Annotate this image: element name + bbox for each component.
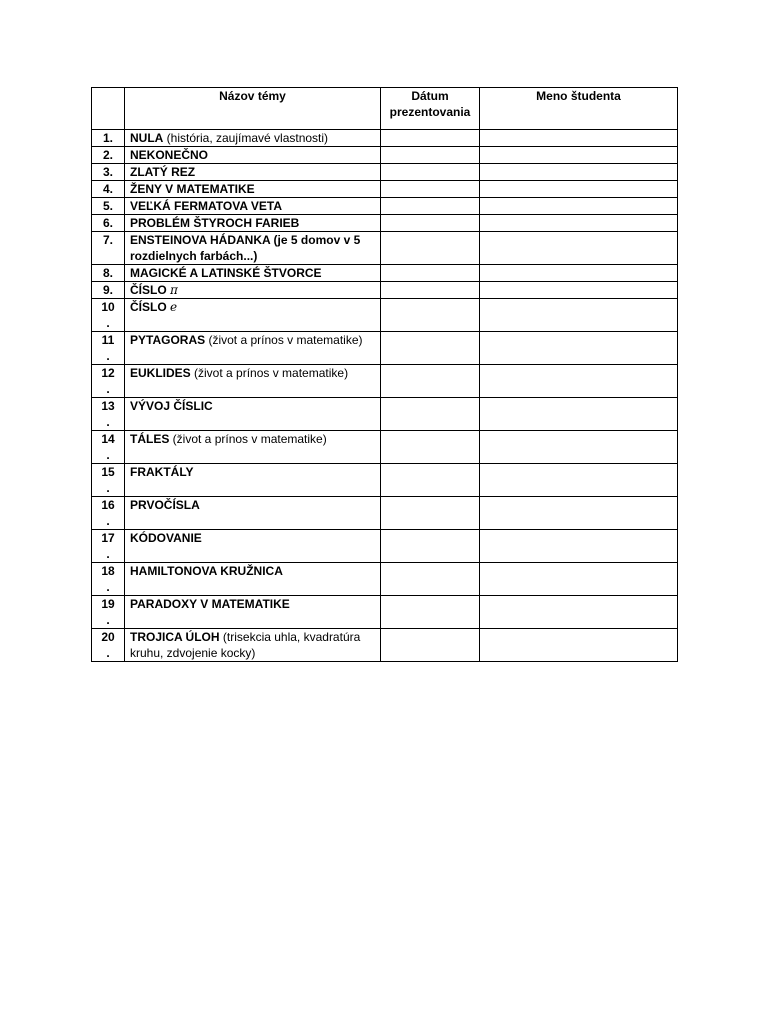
topic-cell [125,232,381,265]
row-number: 8. [92,265,125,282]
header-student: Meno študenta [480,88,678,130]
date-cell [381,181,480,198]
topic-detail: (trisekcia uhla, kvadratúra kruhu, zdvojenie kocky) [130,630,361,660]
header-topic: Názov témy [125,88,381,130]
topic-title: MAGICKÉ A LATINSKÉ ŠTVORCE [130,266,322,280]
topic-cell [125,365,381,398]
student-cell [480,198,678,215]
topic-detail: (história, zaujímavé vlastnosti) [163,131,329,145]
topic-cell [125,464,381,497]
topic-title: PRVOČÍSLA [130,498,200,512]
topic-detail: (život a prínos v matematike) [205,333,363,347]
topic-cell [125,398,381,431]
topic-title: EUKLIDES [130,366,191,380]
date-cell [381,365,480,398]
student-cell [480,147,678,164]
topic-cell [125,282,381,299]
student-cell [480,629,678,662]
row-number: 4. [92,181,125,198]
topic-cell [125,265,381,282]
row-number: 14 . [92,431,125,464]
topic-title: PYTAGORAS [130,333,206,347]
table-row [92,181,678,198]
table-row [92,198,678,215]
topic-title: FRAKTÁLY [130,465,194,479]
date-cell [381,215,480,232]
row-number: 19 . [92,596,125,629]
date-cell [381,265,480,282]
table-row [92,431,678,464]
topic-title: PROBLÉM ŠTYROCH FARIEB [130,216,300,230]
row-number: 2. [92,147,125,164]
topic-cell [125,596,381,629]
topic-title: VEĽKÁ FERMATOVA VETA [130,199,283,213]
table-row [92,232,678,265]
table-row [92,147,678,164]
student-cell [480,596,678,629]
topic-cell [125,431,381,464]
table-row [92,530,678,563]
topic-title: NEKONEČNO [130,148,209,162]
row-number: 10 . [92,299,125,332]
table-row [92,282,678,299]
topic-title: TROJICA ÚLOH [130,630,220,644]
row-number: 16 . [92,497,125,530]
student-cell [480,530,678,563]
date-cell [381,232,480,265]
topic-cell [125,215,381,232]
header-date-line2: prezentovania [389,105,471,119]
row-number: 12 . [92,365,125,398]
topic-detail: (život a prínos v matematike) [190,366,349,380]
table-row [92,299,678,332]
corner-cell [92,88,125,130]
date-cell [381,629,480,662]
row-number: 1. [92,130,125,147]
topic-cell [125,198,381,215]
date-cell [381,398,480,431]
topic-title: TÁLES [130,432,170,446]
date-cell [381,431,480,464]
date-cell [381,198,480,215]
row-number: 20 . [92,629,125,662]
table-row [92,563,678,596]
student-cell [480,464,678,497]
topic-detail: (život a prínos v matematike) [169,432,327,446]
table-row [92,365,678,398]
topic-title: PARADOXY V MATEMATIKE [130,597,290,611]
date-cell [381,130,480,147]
topic-cell [125,563,381,596]
row-number: 15 . [92,464,125,497]
topic-cell [125,164,381,181]
topic-title: ŽENY V MATEMATIKE [130,182,255,196]
topic-cell [125,147,381,164]
table-row [92,164,678,181]
row-number: 9. [92,282,125,299]
student-cell [480,299,678,332]
table-row [92,130,678,147]
date-cell [381,563,480,596]
topic-title: ENSTEINOVA HÁDANKA (je 5 domov v 5 rozdielnych farbách...) [130,233,361,263]
student-cell [480,431,678,464]
topic-title: NULA [130,131,164,145]
date-cell [381,497,480,530]
table-row [92,332,678,365]
table-row [92,629,678,662]
date-cell [381,530,480,563]
student-cell [480,232,678,265]
table-row [92,265,678,282]
row-number: 11 . [92,332,125,365]
topic-cell [125,530,381,563]
topic-title: HAMILTONOVA KRUŽNICA [130,564,283,578]
date-cell [381,147,480,164]
student-cell [480,181,678,198]
student-cell [480,497,678,530]
header-date [381,88,480,130]
date-cell [381,299,480,332]
row-number: 17 . [92,530,125,563]
row-number: 18 . [92,563,125,596]
topics-table [91,87,678,662]
topic-title: ZLATÝ REZ [130,165,196,179]
table-row [92,398,678,431]
date-cell [381,464,480,497]
topic-cell [125,181,381,198]
topic-cell [125,299,381,332]
student-cell [480,398,678,431]
header-date-line1: Dátum [411,89,449,103]
table-row [92,464,678,497]
date-cell [381,596,480,629]
topic-cell [125,332,381,365]
date-cell [381,282,480,299]
student-cell [480,130,678,147]
row-number: 7. [92,232,125,265]
table-row [92,215,678,232]
date-cell [381,164,480,181]
topic-cell [125,130,381,147]
student-cell [480,365,678,398]
topic-title: KÓDOVANIE [130,531,202,545]
table-row [92,497,678,530]
topic-title: ČÍSLO [130,300,171,314]
row-number: 5. [92,198,125,215]
student-cell [480,215,678,232]
math-symbol: π [170,283,178,297]
row-number: 3. [92,164,125,181]
topic-cell [125,497,381,530]
topic-title: ČÍSLO [130,283,171,297]
math-symbol: e [170,300,178,314]
header-row [92,88,678,130]
table-body [92,130,678,662]
row-number: 13 . [92,398,125,431]
student-cell [480,563,678,596]
student-cell [480,332,678,365]
table-row [92,596,678,629]
row-number: 6. [92,215,125,232]
student-cell [480,164,678,181]
topic-cell [125,629,381,662]
date-cell [381,332,480,365]
student-cell [480,282,678,299]
topic-title: VÝVOJ ČÍSLIC [130,399,213,413]
student-cell [480,265,678,282]
